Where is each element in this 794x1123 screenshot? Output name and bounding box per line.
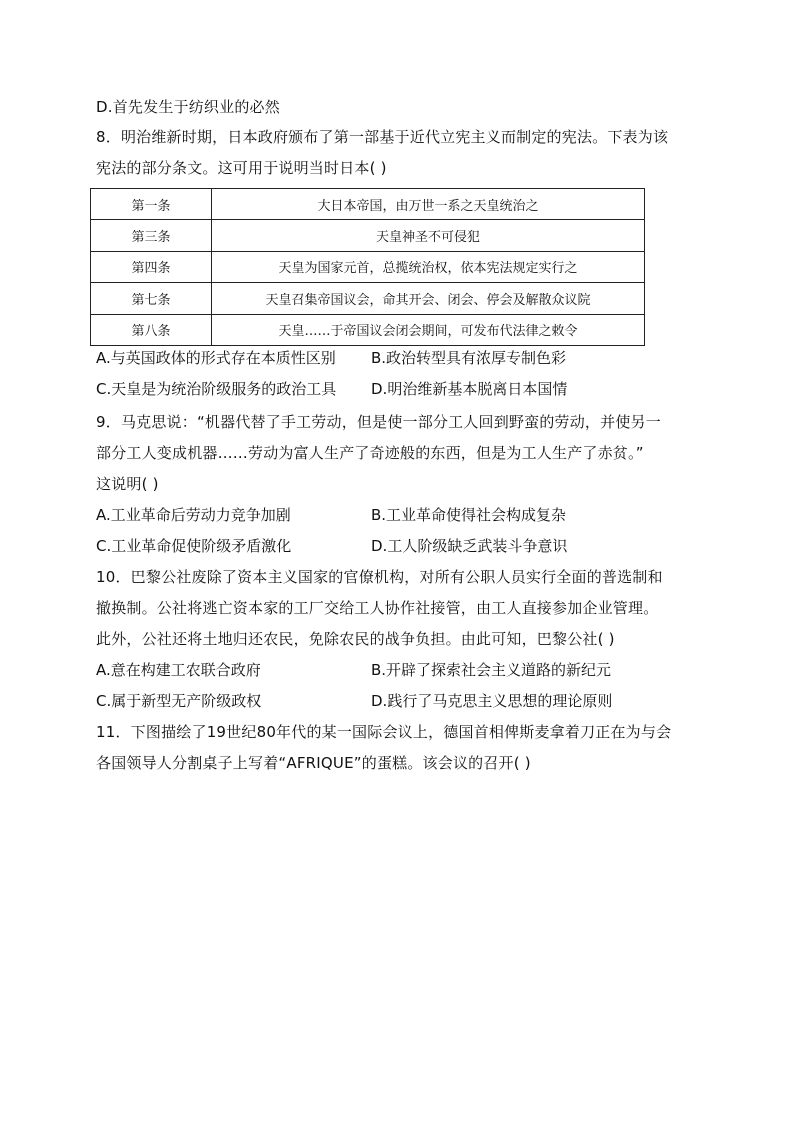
question-9-stem-line-2: 部分工人变成机器……劳动为富人生产了奇迹般的东西，但是为工人生产了赤贫。” (96, 444, 644, 462)
question-8-stem-line-1: 8．明治维新时期，日本政府颁布了第一部基于近代立宪主义而制定的宪法。下表为该 (96, 128, 669, 146)
content-cell: 天皇为国家元首，总揽统治权，依本宪法规定实行之 (212, 251, 645, 282)
question-9-option-c[interactable]: C.工业革命促使阶级矛盾激化 (96, 537, 292, 555)
question-10-stem-line-3: 此外，公社还将土地归还农民，免除农民的战争负担。由此可知，巴黎公社( ) (96, 630, 615, 648)
content-cell: 天皇……于帝国议会闭会期间，可发布代法律之敕令 (212, 314, 645, 345)
question-8-option-c[interactable]: C.天皇是为统治阶级服务的政治工具 (96, 380, 337, 398)
question-8-option-a[interactable]: A.与英国政体的形式存在本质性区别 (96, 349, 336, 367)
article-cell: 第四条 (91, 251, 212, 282)
question-10-stem-line-1: 10．巴黎公社废除了资本主义国家的官僚机构，对所有公职人员实行全面的普选制和 (96, 568, 663, 586)
question-8-stem-line-2: 宪法的部分条文。这可用于说明当时日本( ) (96, 159, 387, 177)
question-8-option-b[interactable]: B.政治转型具有浓厚专制色彩 (371, 349, 567, 367)
content-cell: 天皇召集帝国议会，命其开会、闭会、停会及解散众议院 (212, 283, 645, 314)
question-10-option-a[interactable]: A.意在构建工农联合政府 (96, 661, 261, 679)
question-9-option-a[interactable]: A.工业革命后劳动力竞争加剧 (96, 506, 291, 524)
question-11-stem-line-1: 11．下图描绘了19世纪80年代的某一国际会议上，德国首相俾斯麦拿着刀正在为与会 (96, 723, 672, 741)
table-row (91, 283, 645, 314)
constitution-table (90, 188, 645, 346)
table-row (91, 220, 645, 251)
question-10-stem-line-2: 撤换制。公社将逃亡资本家的工厂交给工人协作社接管，由工人直接参加企业管理。 (96, 599, 659, 617)
question-9-stem-line-1: 9．马克思说：“机器代替了手工劳动，但是使一部分工人回到野蛮的劳动，并使另一 (96, 413, 661, 431)
article-cell: 第八条 (91, 314, 212, 345)
question-10-option-c[interactable]: C.属于新型无产阶级政权 (96, 692, 262, 710)
question-11-stem-line-2: 各国领导人分割桌子上写着“AFRIQUE”的蛋糕。该会议的召开( ) (96, 754, 531, 772)
content-cell: 天皇神圣不可侵犯 (212, 220, 645, 251)
table-row (91, 314, 645, 345)
question-9-stem-line-3: 这说明( ) (96, 475, 159, 493)
content-cell: 大日本帝国，由万世一系之天皇统治之 (212, 189, 645, 220)
question-9-option-d[interactable]: D.工人阶级缺乏武装斗争意识 (371, 537, 568, 555)
question-8-option-d[interactable]: D.明治维新基本脱离日本国情 (371, 380, 568, 398)
article-cell: 第七条 (91, 283, 212, 314)
article-cell: 第三条 (91, 220, 212, 251)
table-row (91, 251, 645, 282)
question-10-option-d[interactable]: D.践行了马克思主义思想的理论原则 (371, 692, 613, 710)
table-row (91, 189, 645, 220)
question-10-option-b[interactable]: B.开辟了探索社会主义道路的新纪元 (371, 661, 612, 679)
question-7-option-d: D.首先发生于纺织业的必然 (96, 98, 280, 116)
article-cell: 第一条 (91, 189, 212, 220)
question-9-option-b[interactable]: B.工业革命使得社会构成复杂 (371, 506, 567, 524)
